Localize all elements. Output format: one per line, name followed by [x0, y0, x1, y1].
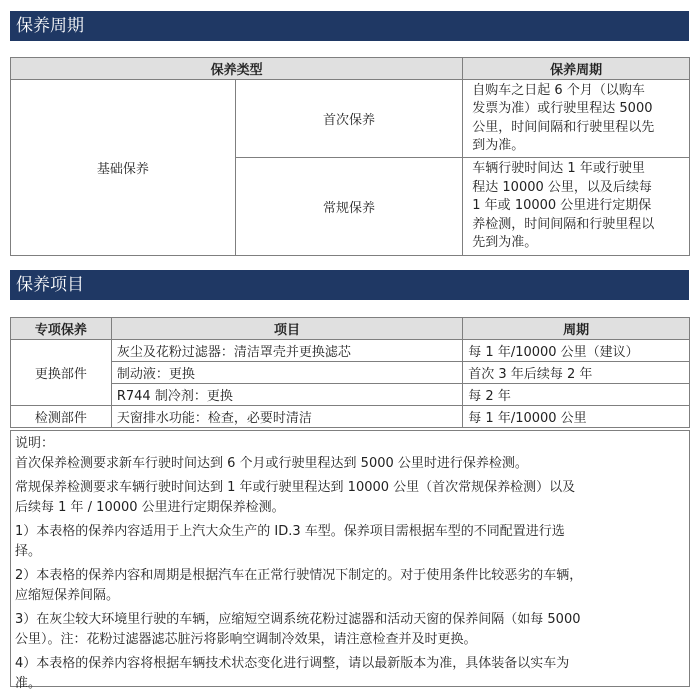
header-item: 项目: [111, 318, 462, 340]
item-cell: R744 制冷剂：更换: [111, 384, 462, 406]
item-cell: 制动液：更换: [111, 362, 462, 384]
section-title-maintenance-items: 保养项目: [10, 270, 689, 300]
cycle-description-regular: [463, 158, 690, 256]
item-cell: 天窗排水功能：检查，必要时清洁: [111, 406, 462, 428]
text-line: 自购车之日起 6 个月（以购车: [472, 82, 645, 98]
note-line: 应缩短保养间隔。: [15, 588, 120, 603]
text-line: 程达 10000 公里，以及后续每: [472, 179, 652, 195]
text-line: 1 年或 10000 公里进行定期保: [472, 198, 652, 214]
maintenance-type-regular: 常规保养: [235, 158, 463, 256]
notes-box: [10, 430, 690, 691]
table-row: [11, 384, 690, 406]
header-maintenance-cycle: 保养周期: [463, 58, 690, 80]
note-line: 4）本表格的保养内容将根据车辆技术状态变化进行调整，请以最新版本为准，具体装备以实车为: [15, 656, 570, 671]
item-cell: 灰尘及花粉过滤器：清洁罩壳并更换滤芯: [111, 340, 462, 362]
note-line: 3）在灰尘较大环境里行驶的车辆，应缩短空调系统花粉过滤器和活动天窗的保养间隔（如每 5000: [15, 612, 581, 627]
table-row: [11, 80, 690, 158]
group-replace-parts: 更换部件: [11, 340, 112, 406]
table-header-row: [11, 58, 690, 80]
maintenance-type-first: 首次保养: [235, 80, 463, 158]
table-row: [11, 362, 690, 384]
section-title-maintenance-cycle: 保养周期: [10, 11, 689, 41]
text-line: 车辆行驶时间达 1 年或行驶里: [472, 161, 645, 177]
notes-heading: 说明：: [15, 436, 55, 451]
cycle-cell: 每 1 年/10000 公里（建议）: [463, 340, 690, 362]
note-line: 公里）。注：花粉过滤器滤芯脏污将影响空调制冷效果，请注意检查并及时更换。: [15, 632, 477, 647]
category-basic-maintenance: 基础保养: [11, 80, 236, 256]
text-line: 养检测，时间间隔和行驶里程以: [472, 216, 655, 232]
cycle-cell: 首次 3 年后续每 2 年: [463, 362, 690, 384]
table-header-row: [11, 318, 690, 340]
cycle-cell: 每 2 年: [463, 384, 690, 406]
table-row: [11, 406, 690, 428]
text-line: 发票为准）或行驶里程达 5000: [472, 101, 653, 116]
text-line: 公里，时间间隔和行驶里程以先: [472, 119, 655, 135]
maintenance-items-table: [10, 317, 690, 428]
note-line: 准。: [15, 676, 42, 691]
cycle-description-first: [463, 80, 690, 158]
group-inspect-parts: 检测部件: [11, 406, 112, 428]
header-cycle: 周期: [463, 318, 690, 340]
cycle-cell: 每 1 年/10000 公里: [463, 406, 690, 428]
note-line: 2）本表格的保养内容和周期是根据汽车在正常行驶情况下制定的。对于使用条件比较恶劣的车辆，: [15, 568, 583, 583]
note-line: 1）本表格的保养内容适用于上汽大众生产的 ID.3 车型。保养项目需根据车型的不同配置进行选: [15, 524, 565, 539]
header-special-maintenance: 专项保养: [11, 318, 112, 340]
header-maintenance-type: 保养类型: [11, 58, 463, 80]
note-line: 择。: [15, 544, 42, 559]
text-line: 到为准。: [472, 138, 525, 153]
note-line: 首次保养检测要求新车行驶时间达到 6 个月或行驶里程达到 5000 公里时进行保养检测。: [15, 456, 528, 471]
note-line: 常规保养检测要求车辆行驶时间达到 1 年或行驶里程达到 10000 公里（首次常规保养检测）以及: [15, 480, 576, 495]
maintenance-cycle-table: [10, 57, 690, 256]
note-line: 后续每 1 年 / 10000 公里进行定期保养检测。: [15, 500, 285, 515]
text-line: 先到为准。: [472, 235, 538, 251]
table-row: [11, 340, 690, 362]
